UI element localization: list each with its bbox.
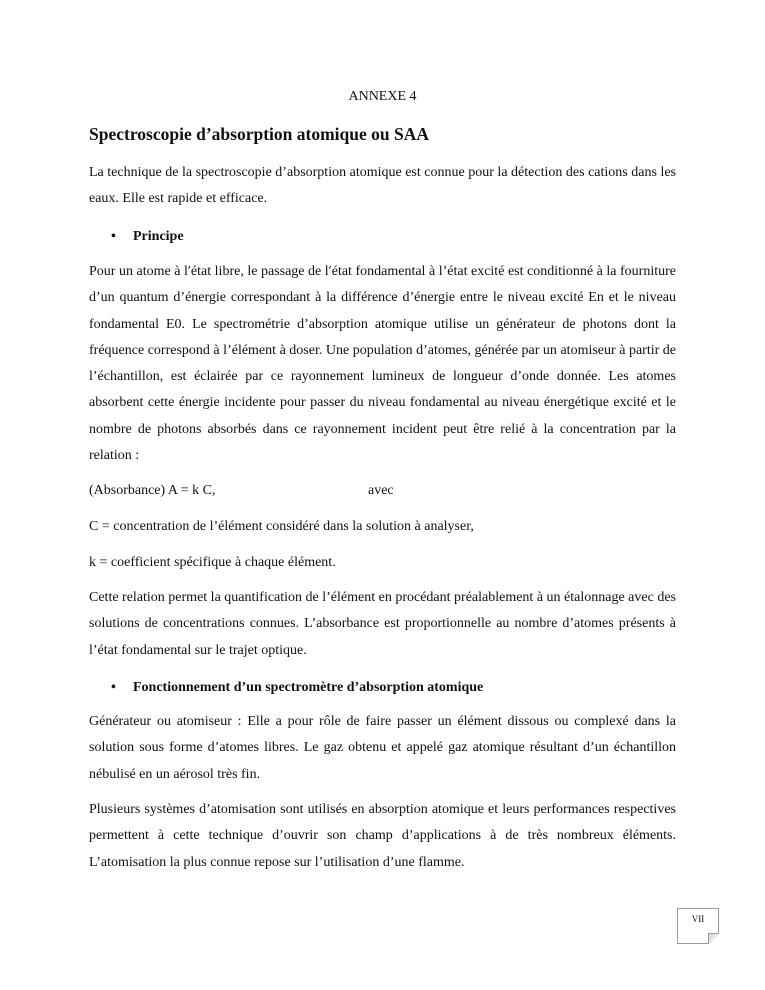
definition-k: k = coefficient spécifique à chaque élément.: [89, 555, 336, 570]
page-number: VII: [691, 914, 705, 924]
page-number-box: [677, 908, 719, 944]
atomisation-paragraph: Plusieurs systèmes d’atomisation sont utilisés en absorption atomique et leurs performances respectives permettent à cette technique d’ouvrir son champ d’applications à de très nombreux éléments. L’atomisation la plus connue repose sur l’utilisation d’une flamme.: [89, 802, 676, 870]
bullet-icon: •: [111, 229, 116, 244]
page-curl-icon: [708, 933, 719, 944]
section-heading-fonctionnement: [111, 680, 483, 696]
section-heading-label: Fonctionnement d’un spectromètre d’absorption atomique: [133, 680, 484, 695]
generateur-paragraph: Générateur ou atomiseur : Elle a pour rôle de faire passer un élément dissous ou complexé dans la solution sous forme d’atomes libres. Le gaz obtenu et appelé gaz atomique résultant d’un échantillon nébulisé en un aérosol très fin.: [89, 714, 676, 782]
relation-paragraph: Cette relation permet la quantification de l’élément en procédant préalablement à un étalonnage avec des solutions de concentrations connues. L’absorbance est proportionnelle au nombre d’atomes présents à l’état fondamental sur le trajet optique.: [89, 590, 676, 658]
principe-paragraph: Pour un atome à l′état libre, le passage de l′état fondamental à l’état excité est conditionné à la fourniture d’un quantum d’énergie correspondant à la différence d’énergie entre le niveau excité En et le niveau fondamental E0. Le spectrométrie d’absorption atomique utilise un générateur de photons dont la fréquence correspond à l’élément à doser. Une population d’atomes, générée par un atomiseur à partir de l’échantillon, est éclairée par ce rayonnement lumineux de longueur d’onde donnée. Les atomes absorbent cette énergie incidente pour passer du niveau fondamental au niveau énergétique excité et le nombre de photons absorbés dans ce rayonnement incident peut être relié à la concentration par la relation :: [89, 264, 676, 464]
bullet-icon: •: [111, 680, 116, 695]
definition-c: C = concentration de l’élément considéré dans la solution à analyser,: [89, 519, 474, 534]
annex-heading: ANNEXE 4: [348, 89, 417, 104]
formula-avec: avec: [368, 483, 394, 498]
formula-line: (Absorbance) A = k C,: [89, 483, 216, 498]
section-heading-label: Principe: [133, 229, 184, 244]
intro-paragraph: La technique de la spectroscopie d’absorption atomique est connue pour la détection des cations dans les eaux. Elle est rapide et efficace.: [89, 165, 676, 207]
page-title: Spectroscopie d’absorption atomique ou SAA: [89, 124, 429, 144]
section-heading-principe: [111, 229, 184, 245]
